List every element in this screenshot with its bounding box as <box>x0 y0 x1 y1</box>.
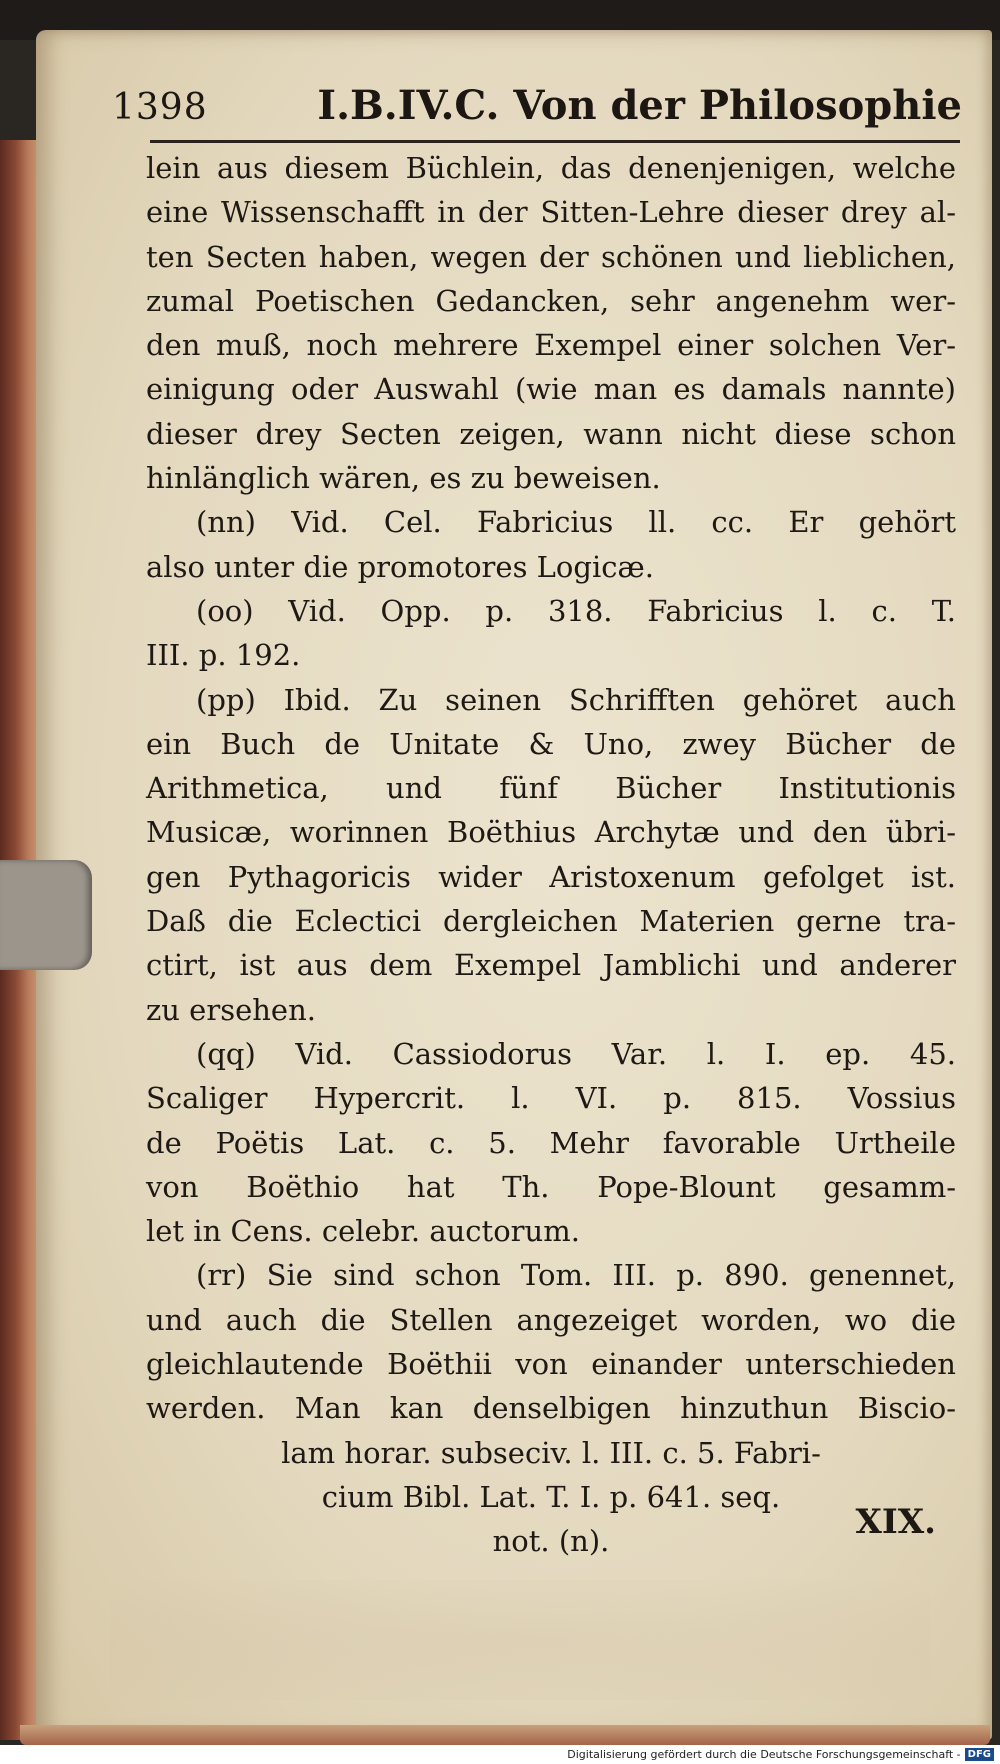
page-header <box>112 82 962 142</box>
text-line: einigung oder Auswahl (wie man es damals nannte) <box>146 372 956 407</box>
header-rule <box>150 140 960 143</box>
text-line: eine Wissenschafft in der Sitten-Lehre dieser drey al- <box>146 195 956 230</box>
text-line: let in Cens. celebr. auctorum. <box>146 1214 580 1249</box>
text-line: cium Bibl. Lat. T. I. p. 641. seq. <box>321 1479 781 1514</box>
text-line: also unter die promotores Logicæ. <box>146 549 654 584</box>
running-title: I.B.IV.C. Von der Philosophie <box>317 82 962 129</box>
text-line: de Poëtis Lat. c. 5. Mehr favorable Urtheile <box>146 1125 956 1160</box>
text-line: hinlänglich wären, es zu beweisen. <box>146 461 661 496</box>
footnote-rr: (rr) Sie sind schon Tom. III. p. 890. genennet, <box>196 1258 956 1293</box>
digitization-credit: Digitalisierung gefördert durch die Deutsche Forschungsgemeinschaft - <box>567 1748 961 1761</box>
page-number: 1398 <box>112 87 208 128</box>
text-line: zu ersehen. <box>146 992 316 1027</box>
text-line: gen Pythagoricis wider Aristoxenum gefolget ist. <box>146 859 956 894</box>
text-line: von Boëthio hat Th. Pope-Blount gesamm- <box>146 1169 956 1204</box>
footnote-nn: (nn) Vid. Cel. Fabricius ll. cc. Er gehört <box>196 505 956 540</box>
text-line: den muß, noch mehrere Exempel einer solchen Ver- <box>146 328 956 363</box>
show-through <box>110 1580 930 1700</box>
text-line: Musicæ, worinnen Boëthius Archytæ und den übri- <box>146 815 956 850</box>
text-line: Arithmetica, und fünf Bücher Institutionis <box>146 771 956 806</box>
text-line: Daß die Eclectici dergleichen Materien gerne tra- <box>146 904 956 939</box>
text-line: lam horar. subseciv. l. III. c. 5. Fabri- <box>281 1435 821 1470</box>
text-line: Scaliger Hypercrit. l. VI. p. 815. Vossius <box>146 1081 956 1116</box>
text-line: ein Buch de Unitate & Uno, zwey Bücher de <box>146 726 956 761</box>
page-bottom-edge <box>20 1725 990 1745</box>
text-line: lein aus diesem Büchlein, das denenjenigen, welche <box>146 151 956 185</box>
text-line: not. (n). <box>492 1524 610 1559</box>
text-line: III. p. 192. <box>146 638 301 673</box>
text-line: ten Secten haben, wegen der schönen und lieblichen, <box>146 239 956 274</box>
footnote-qq: (qq) Vid. Cassiodorus Var. l. I. ep. 45. <box>196 1036 956 1071</box>
text-line: dieser drey Secten zeigen, wann nicht diese schon <box>146 416 956 451</box>
text-line: ctirt, ist aus dem Exempel Jamblichi und anderer <box>146 948 956 983</box>
text-line: werden. Man kan denselbigen hinzuthun Biscio- <box>146 1391 956 1426</box>
footnote-pp: (pp) Ibid. Zu seinen Schrifften gehöret auch <box>196 682 956 717</box>
dfg-logo: DFG <box>965 1748 994 1761</box>
footnote-oo: (oo) Vid. Opp. p. 318. Fabricius l. c. T. <box>196 593 956 628</box>
catchword: XIX. <box>855 1502 936 1542</box>
bookmark-tab <box>0 860 92 970</box>
text-line: zumal Poetischen Gedancken, sehr angenehm wer- <box>146 283 956 318</box>
digitization-credit-bar <box>0 1745 1000 1764</box>
text-line: und auch die Stellen angezeiget worden, wo die <box>146 1302 956 1337</box>
body-text <box>146 146 956 1564</box>
text-line: gleichlautende Boëthii von einander unterschieden <box>146 1347 956 1382</box>
